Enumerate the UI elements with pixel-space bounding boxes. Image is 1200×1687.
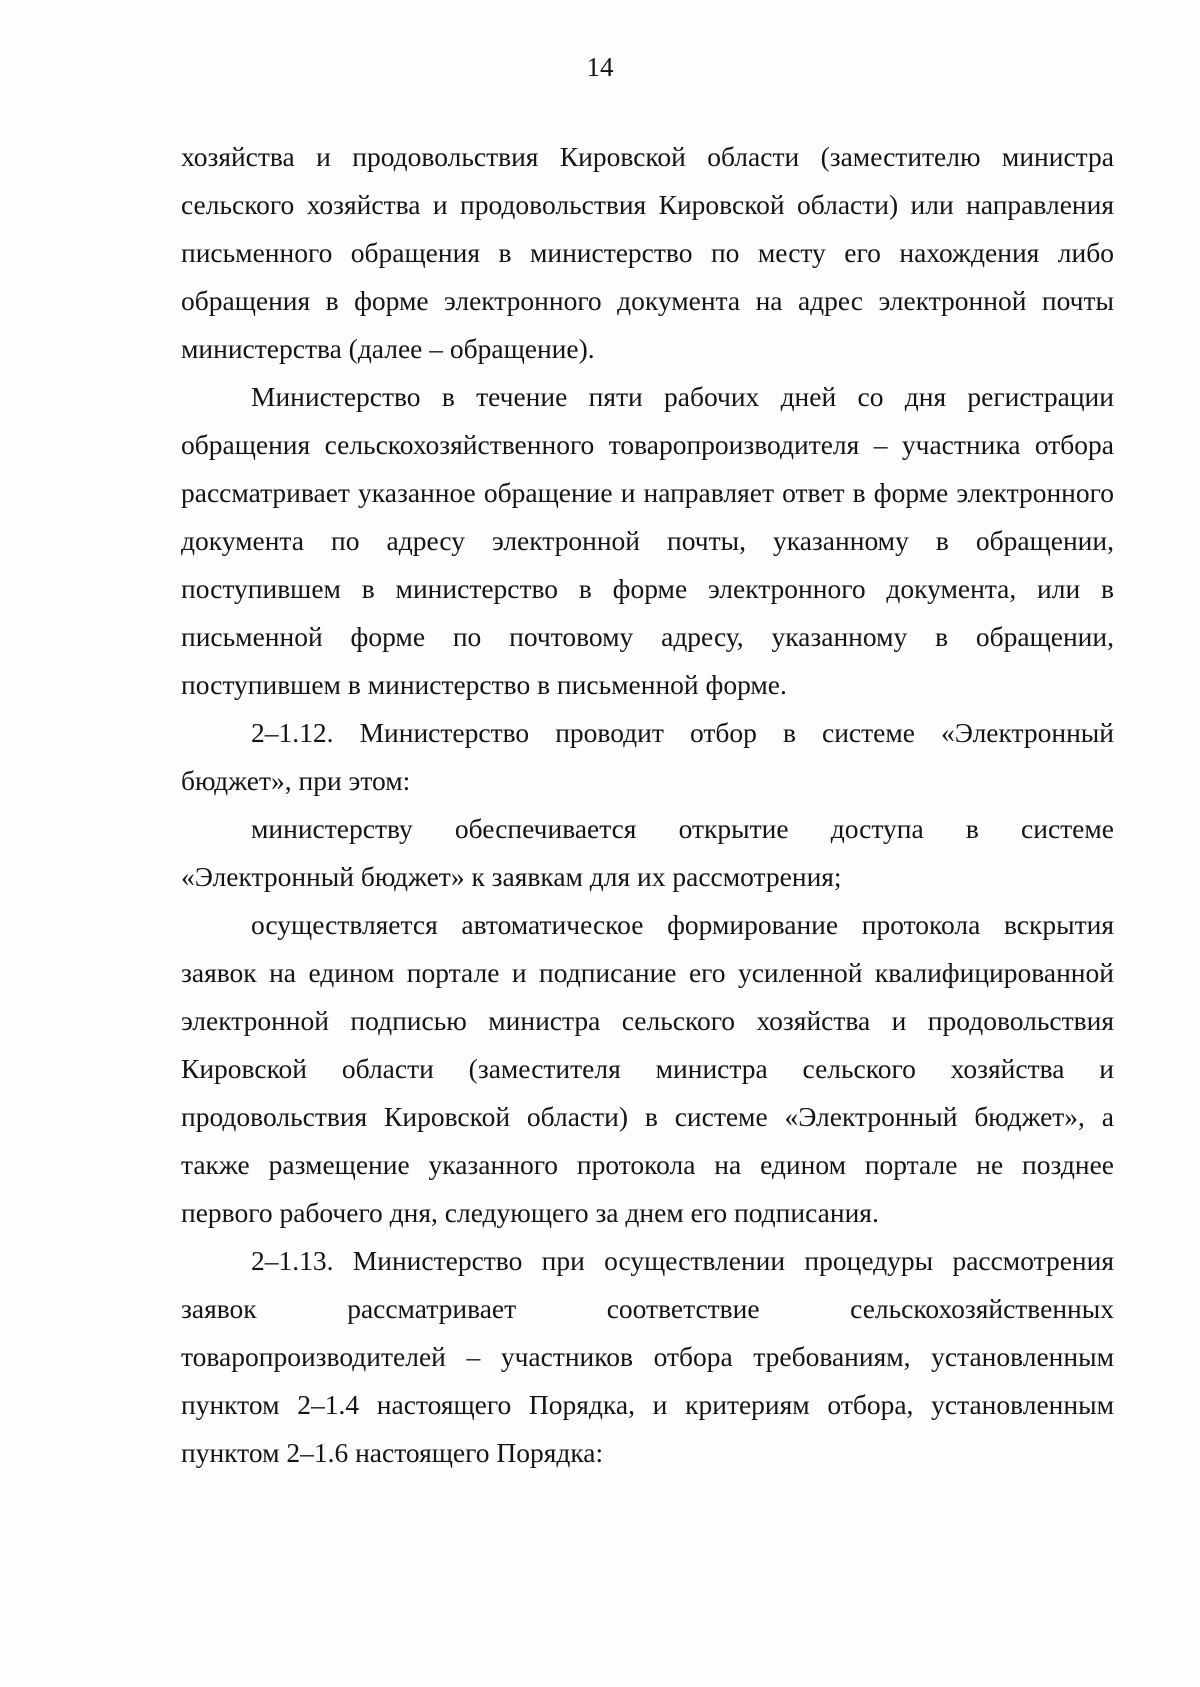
- document-body: [181, 133, 1114, 1477]
- paragraph-response-procedure: Министерство в течение пяти рабочих дней со дня регистрации обращения сельскохозяйственного товаропроизводителя – участника отбора рассматривает указанное обращение и направляет ответ в форме электронного документа по адресу электронной почты, указанному в обращении, поступившем в министерство в форме электронного документа, или в письменной форме по почтовому адресу, указанному в обращении, поступившем в министерство в письменной форме.: [181, 381, 1114, 700]
- page-number: 14: [586, 52, 614, 82]
- paragraph-2-1-13: 2–1.13. Министерство при осуществлении процедуры рассмотрения заявок рассматривает соответствие сельскохозяйственных товаропроизводителей – участников отбора требованиям, установленным пунктом 2–1.4 настоящего Порядка, и критериям отбора, установленным пунктом 2–1.6 настоящего Порядка:: [181, 1245, 1114, 1468]
- paragraph-2-1-12: 2–1.12. Министерство проводит отбор в системе «Электронный бюджет», при этом:: [181, 717, 1114, 796]
- paragraph-access-provision: министерству обеспечивается открытие доступа в системе «Электронный бюджет» к заявкам для их рассмотрения;: [181, 813, 1114, 892]
- paragraph-protocol-formation: осуществляется автоматическое формирование протокола вскрытия заявок на едином портале и подписание его усиленной квалифицированной электронной подписью министра сельского хозяйства и продовольствия Кировской области (заместителя министра сельского хозяйства и продовольствия Кировской области) в системе «Электронный бюджет», а также размещение указанного протокола на едином портале не позднее первого рабочего дня, следующего за днем его подписания.: [181, 909, 1114, 1228]
- paragraph-continuation: хозяйства и продовольствия Кировской области (заместителю министра сельского хозяйства и продовольствия Кировской области) или направления письменного обращения в министерство по месту его нахождения либо обращения в форме электронного документа на адрес электронной почты министерства (далее – обращение).: [181, 141, 1114, 364]
